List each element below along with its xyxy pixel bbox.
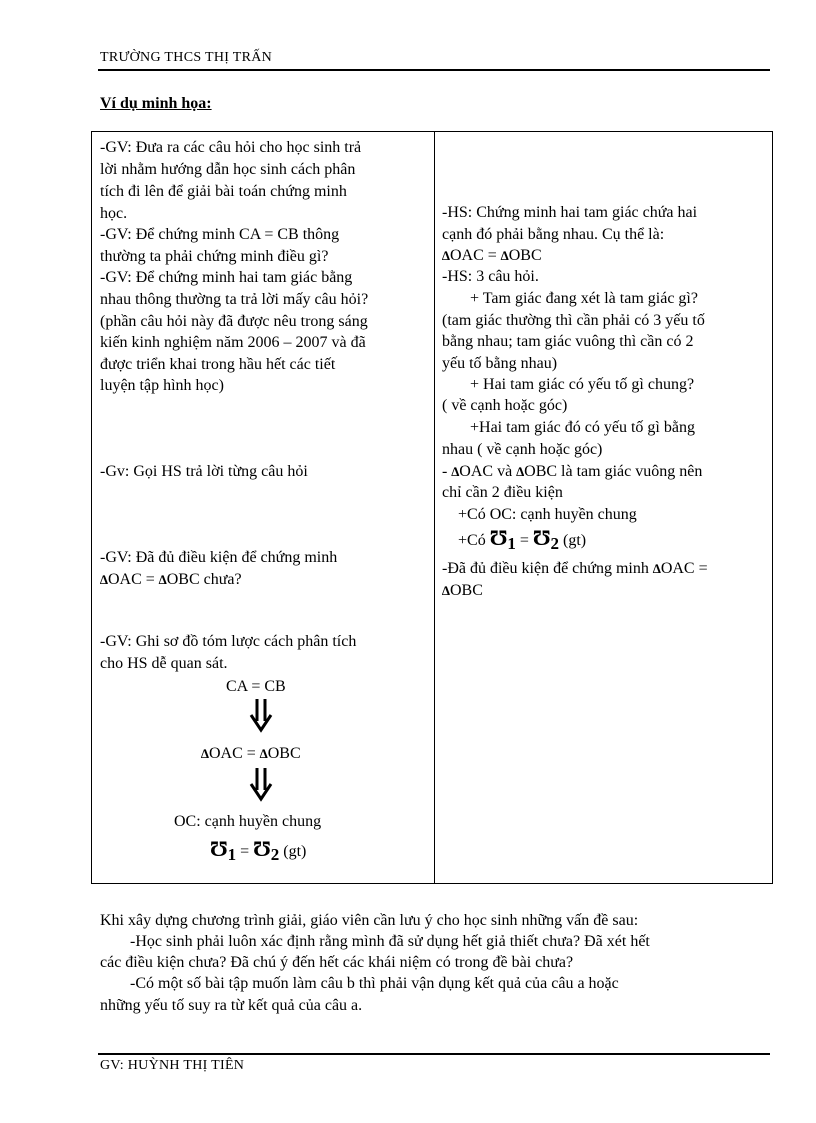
example-table — [91, 131, 773, 884]
down-arrow-icon — [249, 766, 275, 802]
right-line — [442, 581, 483, 601]
page-header: TRƯỜNG THCS THỊ TRẤN — [100, 50, 273, 65]
right-line: + Hai tam giác có yếu tố gì chung? — [470, 376, 695, 393]
footer-rule — [98, 1053, 770, 1055]
triangle-symbol: ∆ — [442, 583, 450, 598]
left-line: thường ta phải chứng minh điều gì? — [100, 248, 329, 265]
gt-label: (gt) — [279, 843, 307, 860]
down-arrow-icon — [249, 697, 275, 733]
triangle-symbol: ∆ — [201, 746, 209, 761]
diagram-step — [201, 744, 301, 764]
diagram-step-part: OBC — [267, 745, 301, 762]
triangle-symbol: ∆ — [259, 746, 268, 761]
subscript: 1 — [507, 534, 516, 553]
left-line-part: OBC chưa? — [166, 571, 242, 588]
angle-symbol: Ʊ — [532, 525, 551, 550]
left-line-part: OAC = — [107, 571, 159, 588]
right-line: ( về cạnh hoặc góc) — [442, 397, 568, 414]
triangle-symbol: ∆ — [516, 464, 525, 479]
subscript: 2 — [550, 534, 559, 553]
body-paragraph: các điều kiện chưa? Đã chú ý đến hết các khái niệm có trong đề bài chưa? — [100, 954, 574, 971]
body-paragraph: Khi xây dựng chương trình giải, giáo viên cần lưu ý cho học sinh những vấn đề sau: — [100, 912, 639, 929]
left-line: tích đi lên để giải bài toán chứng minh — [100, 183, 347, 200]
body-paragraph: -Học sinh phải luôn xác định rằng mình đã sử dụng hết giả thiết chưa? Đã xét hết — [130, 933, 650, 950]
right-line-part: - — [442, 463, 452, 480]
gt-label: (gt) — [558, 532, 587, 549]
angle-symbol: Ʊ — [253, 836, 271, 861]
right-line: yếu tố bằng nhau) — [442, 355, 558, 372]
column-divider — [434, 132, 435, 883]
body-paragraph: -Có một số bài tập muốn làm câu b thì phải vận dụng kết quả của câu a hoặc — [130, 975, 619, 992]
right-line: -HS: 3 câu hỏi. — [442, 268, 539, 285]
angle-symbol: Ʊ — [489, 525, 508, 550]
right-line-part: -Đã đủ điều kiện để chứng minh — [442, 560, 653, 577]
right-line-part: OAC và — [459, 463, 517, 480]
right-line: +Hai tam giác đó có yếu tố gì bằng — [470, 419, 695, 436]
header-rule — [98, 69, 770, 71]
triangle-symbol: ∆ — [158, 572, 167, 587]
right-line-part: OAC = — [660, 560, 708, 577]
left-line: -GV: Đưa ra các câu hỏi cho học sinh trả — [100, 139, 362, 156]
diagram-angles — [210, 836, 306, 865]
right-line: +Có OC: cạnh huyền chung — [458, 506, 637, 523]
body-paragraph: những yếu tố suy ra từ kết quả của câu a. — [100, 997, 363, 1014]
page-footer: GV: HUỲNH THỊ TIÊN — [100, 1058, 245, 1073]
right-line: (tam giác thường thì cần phải có 3 yếu tố — [442, 312, 705, 329]
right-line — [458, 525, 586, 554]
equals: = — [515, 532, 533, 549]
left-line: (phần câu hỏi này đã được nêu trong sáng — [100, 313, 368, 330]
left-line: luyện tập hình học) — [100, 377, 224, 394]
left-line: học. — [100, 205, 128, 222]
right-line — [442, 246, 542, 266]
left-line: lời nhằm hướng dẫn học sinh cách phân — [100, 161, 356, 178]
right-line: bằng nhau; tam giác vuông thì cần có 2 — [442, 333, 694, 350]
triangle-symbol: ∆ — [652, 561, 661, 576]
left-line: nhau thông thường ta trả lời mấy câu hỏi? — [100, 291, 369, 308]
left-line: cho HS dễ quan sát. — [100, 655, 228, 672]
right-line: -HS: Chứng minh hai tam giác chứa hai — [442, 204, 698, 221]
right-line-part: OBC là tam giác vuông nên — [524, 463, 703, 480]
section-title: Ví dụ minh họa: — [100, 95, 212, 112]
right-line — [442, 559, 708, 579]
right-line: nhau ( về cạnh hoặc góc) — [442, 441, 603, 458]
left-line: -GV: Để chứng minh CA = CB thông — [100, 226, 340, 243]
right-line: chỉ cần 2 điều kiện — [442, 484, 563, 501]
triangle-symbol: ∆ — [442, 248, 450, 263]
right-line-part: OBC — [508, 247, 542, 264]
subscript: 1 — [227, 845, 237, 864]
diagram-step-part: OAC = — [208, 745, 260, 762]
triangle-symbol: ∆ — [100, 572, 108, 587]
right-line: + Tam giác đang xét là tam giác gì? — [470, 290, 698, 307]
right-line: cạnh đó phải bằng nhau. Cụ thể là: — [442, 226, 665, 243]
equals: = — [236, 843, 254, 860]
triangle-symbol: ∆ — [500, 248, 509, 263]
right-line — [442, 462, 702, 482]
left-line: -Gv: Gọi HS trả lời từng câu hỏi — [100, 463, 308, 480]
diagram-step: CA = CB — [226, 678, 286, 695]
left-line: kiến kinh nghiệm năm 2006 – 2007 và đã — [100, 334, 366, 351]
right-line-part: OAC = — [449, 247, 501, 264]
diagram-step: OC: cạnh huyền chung — [174, 813, 322, 830]
right-line-part: +Có — [458, 532, 490, 549]
left-line: -GV: Đã đủ điều kiện để chứng minh — [100, 549, 338, 566]
subscript: 2 — [270, 845, 280, 864]
angle-symbol: Ʊ — [210, 836, 228, 861]
triangle-symbol: ∆ — [451, 464, 460, 479]
left-line — [100, 570, 242, 590]
left-line: được triển khai trong hầu hết các tiết — [100, 356, 336, 373]
left-line: -GV: Để chứng minh hai tam giác bằng — [100, 269, 353, 286]
left-line: -GV: Ghi sơ đồ tóm lược cách phân tích — [100, 633, 357, 650]
right-line-part: OBC — [449, 582, 483, 599]
